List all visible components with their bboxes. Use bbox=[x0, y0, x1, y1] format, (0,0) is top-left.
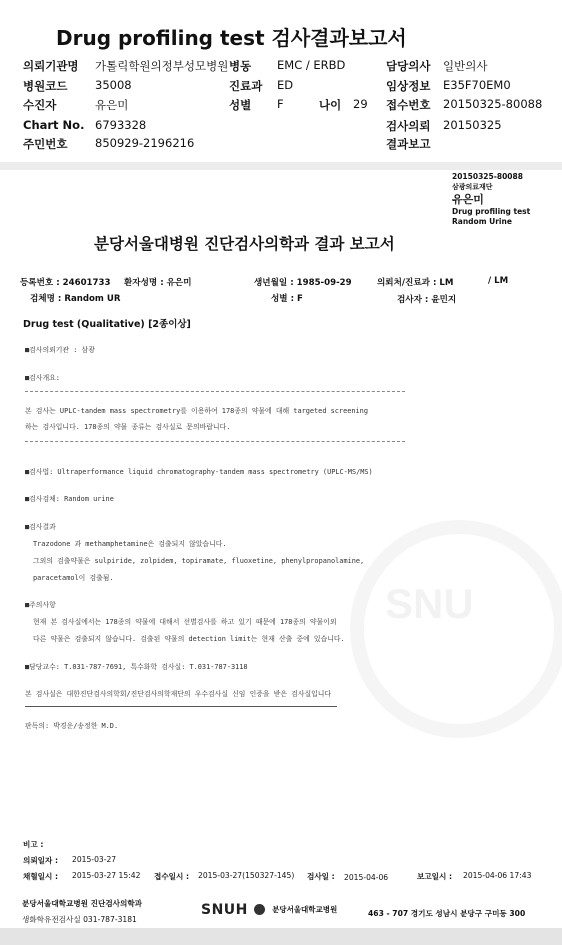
age-value: 29 bbox=[353, 97, 368, 111]
specimen-line: ■검사검체: Random urine bbox=[25, 495, 114, 503]
logo-emblem-icon bbox=[254, 904, 265, 915]
doctor-label: 담당의사 bbox=[386, 59, 431, 73]
sex-value: F bbox=[277, 97, 284, 111]
test-date-value: 2015-04-06 bbox=[344, 873, 389, 882]
watermark-text: SNU bbox=[385, 580, 474, 627]
bottom-bar bbox=[0, 928, 562, 945]
inst-value: 가톨릭학원의정부성모병원 bbox=[95, 59, 229, 73]
dept-label: 병동 bbox=[229, 59, 252, 73]
stamp-org: 삼광의료재단 bbox=[452, 183, 493, 191]
sex-label: 성별 bbox=[229, 98, 252, 112]
divider bbox=[25, 441, 405, 442]
page-title: Drug profiling test 검사결과보고서 bbox=[56, 26, 407, 50]
tester: 검사자 : 윤민지 bbox=[397, 295, 457, 305]
section-divider bbox=[0, 162, 562, 170]
clinic-label: 진료과 bbox=[229, 79, 263, 93]
test-date-label: 검사일 : bbox=[307, 872, 335, 881]
clinical-info-value: E35F70EM0 bbox=[443, 78, 511, 92]
divider bbox=[25, 391, 405, 392]
section-title: Drug test (Qualitative) [2종이상] bbox=[23, 319, 191, 330]
hospital-address: 463 - 707 경기도 성남시 분당구 구미동 300 bbox=[368, 909, 526, 918]
logo-text: SNUH bbox=[201, 902, 248, 918]
footer-org: 분당서울대학교병원 진단검사의학과 bbox=[22, 899, 143, 908]
result-line-3: paracetamol이 검출됨. bbox=[33, 574, 114, 582]
footer-lab: 생화학유전검사실 031-787-3181 bbox=[22, 915, 137, 924]
hospital-logo bbox=[201, 899, 337, 918]
requester: 의뢰처/진료과 : LM bbox=[377, 278, 454, 288]
notes-head: ■주의사항 bbox=[25, 601, 56, 609]
req-org: ■검사의뢰기관 : 삼광 bbox=[25, 346, 95, 354]
requester-dept: / LM bbox=[488, 276, 509, 286]
request-value: 20150325 bbox=[443, 118, 502, 132]
overview-line-1: 본 검사는 UPLC-tandem mass spectrometry를 이용하여 178종의 약물에 대해 targeted screening bbox=[25, 407, 368, 415]
contact: ■담당교수: T.031-787-7691, 특수화학 검사실: T.031-787-3118 bbox=[25, 663, 248, 671]
report-date-label: 보고일시 : bbox=[417, 872, 453, 881]
recipient-value: 유은미 bbox=[95, 98, 129, 112]
certification: 본 검사실은 대한진단검사의학회/진단검사의학재단의 우수검사실 신임 인증을 받은 검사실입니다 bbox=[25, 690, 332, 698]
doctor-value: 일반의사 bbox=[443, 59, 488, 73]
notes-line-1: 현재 본 검사실에서는 178종의 약물에 대해서 선별검사를 하고 있기 때문에 178종의 약물이외 bbox=[33, 618, 337, 626]
receipt-label: 접수번호 bbox=[386, 98, 431, 112]
req-date-label: 의뢰일자 : bbox=[23, 856, 59, 865]
result-report-label: 결과보고 bbox=[386, 137, 431, 151]
receipt-date-value: 2015-03-27(150327-145) bbox=[198, 871, 295, 880]
dob: 생년월일 : 1985-09-29 bbox=[254, 278, 352, 288]
chart-value: 6793328 bbox=[95, 118, 147, 132]
reg-no: 등록번호 : 24601733 bbox=[20, 278, 111, 288]
rrn-label: 주민번호 bbox=[23, 137, 68, 151]
receipt-value: 20150325-80088 bbox=[443, 97, 543, 111]
hosp-code-label: 병원코드 bbox=[23, 79, 68, 93]
collect-date-label: 채혈일시 : bbox=[23, 872, 59, 881]
hosp-code-value: 35008 bbox=[95, 78, 132, 92]
notes-line-2: 다른 약물은 검출되지 않습니다. 검출된 약물의 detection limit는 현재 산출 중에 있습니다. bbox=[33, 635, 345, 643]
stamp-number: 20150325-80088 bbox=[452, 172, 523, 181]
report-title: 분당서울대병원 진단검사의학과 결과 보고서 bbox=[94, 235, 395, 253]
rrn-value: 850929-2196216 bbox=[95, 136, 195, 150]
report-date-value: 2015-04-06 17:43 bbox=[463, 871, 532, 880]
result-head: ■검사결과 bbox=[25, 523, 56, 531]
logo-subtext: 분당서울대학교병원 bbox=[272, 905, 338, 914]
overview-head: ■검사개요: bbox=[25, 374, 60, 382]
receipt-date-label: 접수일시 : bbox=[154, 872, 190, 881]
dept-value: EMC / ERBD bbox=[277, 58, 346, 72]
patient-name: 환자성명 : 유은미 bbox=[124, 278, 192, 288]
result-line-2: 그외의 검출약물은 sulpiride, zolpidem, topiramate, fluoxetine, phenylpropanolamine, bbox=[33, 557, 365, 565]
request-label: 검사의뢰 bbox=[386, 119, 431, 133]
collect-date-value: 2015-03-27 15:42 bbox=[72, 871, 141, 880]
stamp-specimen: Random Urine bbox=[452, 217, 512, 226]
report-sex: 성별 : F bbox=[271, 294, 303, 304]
overview-line-2: 하는 검사입니다. 178종의 약물 종류는 검사실로 문의바랍니다. bbox=[25, 423, 231, 431]
divider bbox=[25, 706, 337, 707]
clinical-info-label: 임상정보 bbox=[386, 79, 431, 93]
stamp-test: Drug profiling test bbox=[452, 207, 531, 216]
remarks-label: 비고 : bbox=[23, 840, 44, 849]
recipient-label: 수진자 bbox=[23, 98, 57, 112]
result-line-1: Trazodone 과 methamphetamine은 검출되지 않았습니다. bbox=[33, 540, 227, 548]
stamp-name: 유은미 bbox=[452, 193, 484, 206]
clinic-value: ED bbox=[277, 78, 294, 92]
chart-label: Chart No. bbox=[23, 118, 85, 132]
inst-label: 의뢰기관명 bbox=[23, 59, 79, 73]
watermark-circle bbox=[350, 520, 562, 738]
method: ■검사법: Ultraperformance liquid chromatography-tandem mass spectrometry (UPLC-MS/MS) bbox=[25, 468, 373, 476]
reader: 판독의: 박경운/송정한 M.D. bbox=[25, 722, 119, 730]
specimen-name: 검체명 : Random UR bbox=[30, 294, 121, 304]
req-date-value: 2015-03-27 bbox=[72, 855, 117, 864]
age-label: 나이 bbox=[319, 98, 342, 112]
